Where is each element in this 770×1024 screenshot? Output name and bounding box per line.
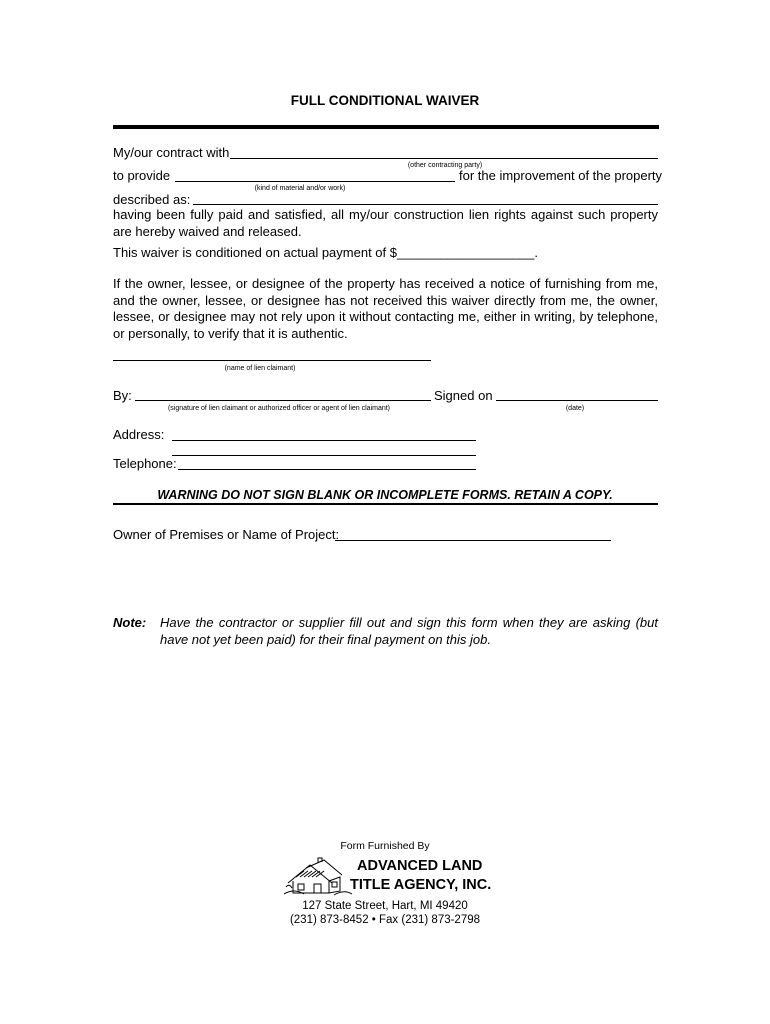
note-label: Note:: [113, 615, 147, 630]
provide-label: to provide: [113, 168, 171, 183]
contract-party-hint: (other contracting party): [407, 162, 483, 169]
date-hint: (date): [565, 405, 585, 412]
owner-project-field[interactable]: [335, 540, 611, 541]
signature-hint: (signature of lien claimant or authorized officer or agent of lien claimant): [167, 405, 391, 412]
page-title: FULL CONDITIONAL WAIVER: [290, 93, 480, 108]
paid-paragraph: having been fully paid and satisfied, all my/our construction lien rights against such property are hereby waived and released.: [113, 207, 658, 239]
material-work-field[interactable]: [175, 181, 455, 182]
note-text: Have the contractor or supplier fill out and sign this form when they are asking (but have not yet been paid) for their final payment on this job.: [160, 615, 658, 647]
provide-suffix: for the improvement of the property: [459, 168, 663, 183]
address-field-line1[interactable]: [172, 440, 476, 441]
by-label: By:: [113, 388, 132, 403]
warning-rule: [113, 503, 658, 505]
condition-text: This waiver is conditioned on actual payment of $___________________.: [113, 245, 538, 260]
lien-claimant-hint: (name of lien claimant): [224, 365, 296, 372]
described-label: described as:: [113, 192, 191, 207]
signed-date-field[interactable]: [496, 400, 658, 401]
house-sketch-icon: [284, 857, 354, 897]
warning-text: WARNING DO NOT SIGN BLANK OR INCOMPLETE FORMS. RETAIN A COPY.: [157, 488, 613, 502]
property-description-field[interactable]: [193, 204, 658, 205]
form-furnished-by: Form Furnished By: [340, 840, 430, 852]
owner-label: Owner of Premises or Name of Project:: [113, 527, 340, 542]
notice-paragraph: If the owner, lessee, or designee of the property has received a notice of furnishing from me, and the owner, lessee, or designee has not received this waiver directly from me, the owner, lessee, or designee may not rely upon it without contacting me, either in writing, by telephone, or personally, to verify that it is authentic.: [113, 276, 658, 341]
address-label: Address:: [113, 427, 165, 442]
material-work-hint: (kind of material and/or work): [254, 185, 346, 192]
contract-party-field[interactable]: [230, 158, 658, 159]
company-address: 127 State Street, Hart, MI 49420: [302, 900, 468, 912]
address-field-line2[interactable]: [172, 455, 476, 456]
contract-label: My/our contract with: [113, 145, 230, 160]
signed-on-label: Signed on: [434, 388, 493, 403]
company-name-line1: ADVANCED LAND: [357, 858, 483, 874]
telephone-field[interactable]: [178, 469, 476, 470]
lien-claimant-name-field[interactable]: [113, 360, 431, 361]
title-rule: [113, 125, 659, 129]
company-phone: (231) 873-8452 • Fax (231) 873-2798: [289, 914, 481, 926]
signature-field[interactable]: [135, 400, 431, 401]
telephone-label: Telephone:: [113, 456, 177, 471]
company-name-line2: TITLE AGENCY, INC.: [350, 877, 492, 893]
